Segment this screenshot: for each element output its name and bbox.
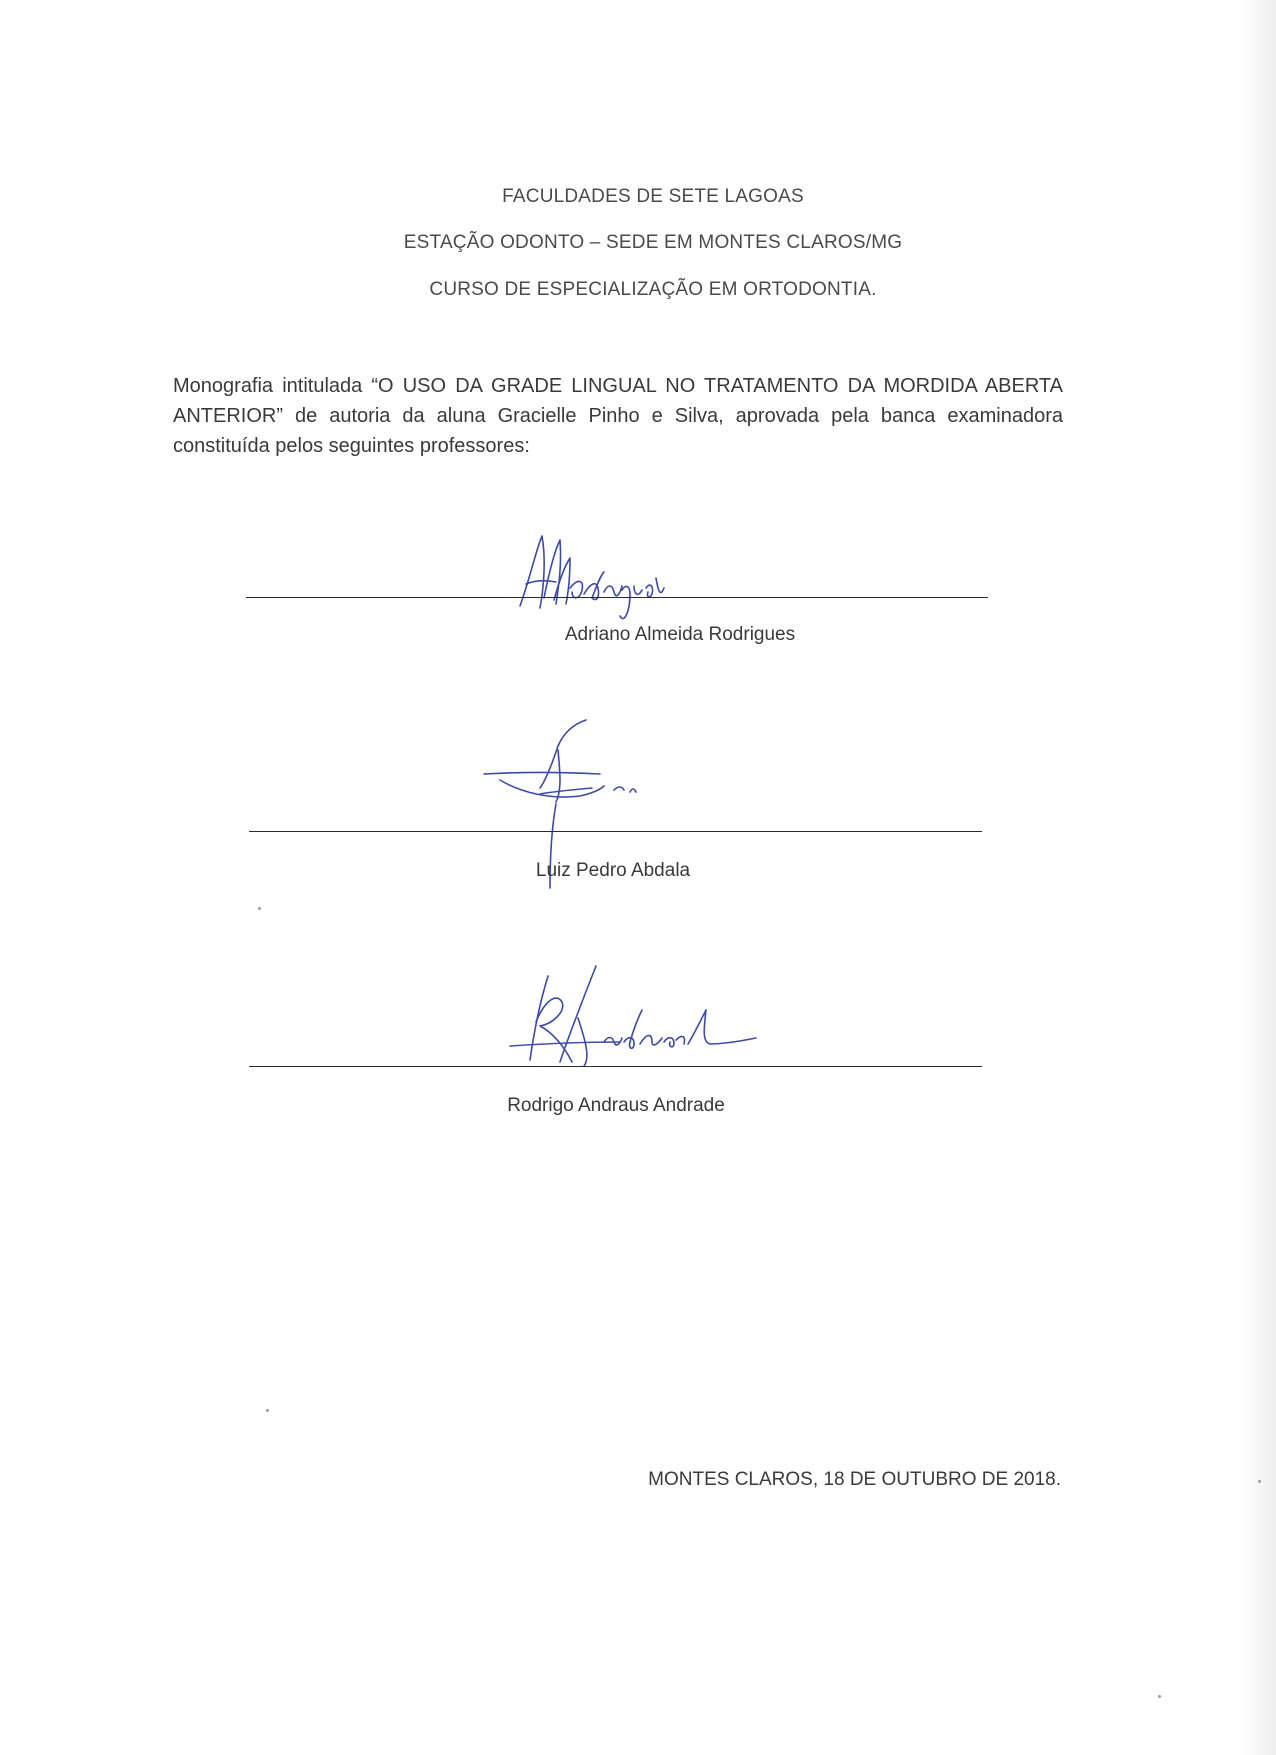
signature-line-3 xyxy=(249,1066,982,1067)
place-and-date: MONTES CLAROS, 18 DE OUTUBRO DE 2018. xyxy=(648,1469,1061,1490)
institution-name: FACULDADES DE SETE LAGOAS xyxy=(502,186,804,207)
handwritten-signature-1 xyxy=(500,528,700,628)
signature-line-2 xyxy=(249,831,982,832)
campus-name: ESTAÇÃO ODONTO – SEDE EM MONTES CLAROS/MG xyxy=(403,232,903,253)
signature-line-1 xyxy=(246,597,988,598)
scan-speck xyxy=(1158,1695,1161,1698)
handwritten-signature-3 xyxy=(500,962,780,1072)
approval-paragraph: Monografia intitulada “O USO DA GRADE LINGUAL NO TRATAMENTO DA MORDIDA ABERTA ANTERIOR” de autoria da aluna Gracielle Pinho e Silva, aprovada pela banca examinadora constituída pelos seguintes professores: xyxy=(173,375,1063,457)
examiner-name-1: Adriano Almeida Rodrigues xyxy=(564,624,796,645)
scan-speck xyxy=(1258,1480,1261,1483)
scan-speck xyxy=(266,1409,269,1412)
course-name: CURSO DE ESPECIALIZAÇÃO EM ORTODONTIA. xyxy=(429,279,877,300)
examiner-name-2: Luiz Pedro Abdala xyxy=(535,860,691,881)
scan-speck xyxy=(258,907,261,910)
examiner-name-3: Rodrigo Andraus Andrade xyxy=(507,1095,725,1116)
